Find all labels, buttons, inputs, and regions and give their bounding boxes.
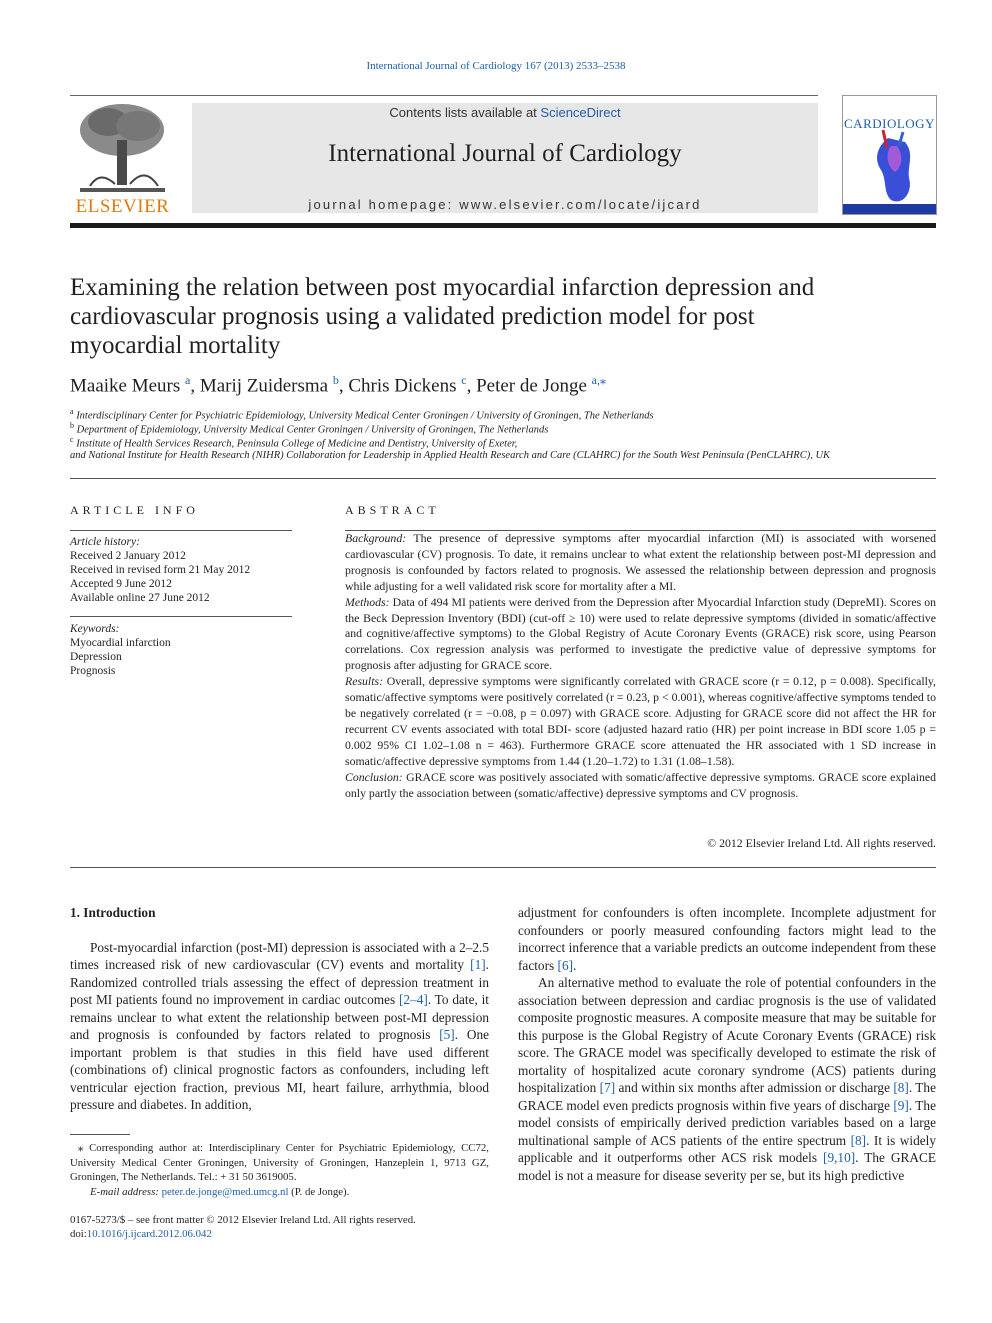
paragraph-text: adjustment for confounders is often incomplete. Incomplete adjustment for confounders or poorly measured confounding factors might lead to the incorrect inference that a variable predicts an outcome independent from these factors xyxy=(518,905,936,973)
paragraph-text: and within six months after admission or discharge xyxy=(615,1080,894,1095)
left-column xyxy=(70,904,489,1114)
article-info-heading: ARTICLE INFO xyxy=(70,503,199,517)
reference-link[interactable]: [9] xyxy=(893,1097,909,1113)
abstract-text: Overall, depressive symptoms were significantly correlated with GRACE score (r = 0.12, p = 0.008). Specifically, somatic/affective symptoms were positively correlated (r = 0.23, p < 0.001), whereas cognitive/affective symptoms tended to be negatively correlated (r = −0.08, p = 0.097) with GRACE score. Adjusting for GRACE score did not affect the HR for recurrent CV events associated with total BDI- score (adjusted hazard ratio (HR) per point increase in BDI score 1.05 p = 0.002 95% CI 1.02–1.08 n = 463). Furthermore GRACE score attenuated the HR associated with 1 SD increase in somatic/affective depressive symptoms from 1.44 (1.20–1.72) to 1.31 (1.08–1.58). xyxy=(345,674,936,768)
journal-citation[interactable]: International Journal of Cardiology 167 (2013) 2533–2538 xyxy=(366,60,626,72)
keyword-item[interactable]: Prognosis xyxy=(70,665,116,677)
author-affil-sup[interactable]: a xyxy=(185,373,191,387)
abstract-background xyxy=(345,531,936,595)
corresponding-footnote xyxy=(70,1141,489,1199)
affiliation-sup: a xyxy=(70,407,74,416)
reference-link[interactable]: [8] xyxy=(850,1132,867,1148)
paragraph-text: . To date, it remains unclear to what extent the relationship between post-MI depression and prognosis is confounded by factors related to prognosis xyxy=(70,992,489,1042)
reference-link[interactable]: [2–4] xyxy=(398,992,428,1007)
paragraph-text: Post-myocardial infarction (post-MI) depression is associated with a 2–2.5 times increased risk of new cardiovascular (CV) events and mortality xyxy=(70,939,489,972)
abstract-text: GRACE score was positively associated with somatic/affective depressive symptoms. GRACE score explained only partly the association between (somatic/affective) depressive symptoms and CV prognosis. xyxy=(345,769,936,800)
author-list: Maaike Meurs $^a$, Marij Zuidersma $^b$, Chris Dickens $^c$, Peter de Jonge $^{a,⁎}$ xyxy=(70,373,606,397)
reference-link[interactable]: [5] xyxy=(439,1027,455,1042)
keyword-item[interactable]: Depression xyxy=(70,651,122,663)
history-label: Article history: xyxy=(70,536,140,548)
affiliation-text: Interdisciplinary Center for Psychiatric Epidemiology, University Medical Center Groningen / University of Groningen, The Netherlands xyxy=(76,410,654,422)
keywords-label: Keywords: xyxy=(70,623,120,635)
author-affil-sup[interactable]: b xyxy=(332,373,339,387)
right-column xyxy=(518,904,936,1184)
sciencedirect-link[interactable]: ScienceDirect xyxy=(540,105,621,120)
reference-link[interactable]: [6] xyxy=(557,957,574,973)
abstract-methods xyxy=(345,595,936,675)
abstract-conclusion xyxy=(345,770,936,802)
abstract-divider xyxy=(70,867,936,868)
article-history xyxy=(70,535,292,605)
doi-prefix: doi: xyxy=(70,1228,87,1240)
paragraph-text: . Randomized controlled trials assessing the effect of depression treatment in post MI patients found no improvement in cardiac outcomes xyxy=(70,957,489,1007)
heart-cover-icon xyxy=(843,96,936,214)
paragraph-text: An alternative method to evaluate the role of potential confounders in the association between depression and cardiac prognosis is the use of validated composite prognostic measures. A composite measure that may be suitable for this purpose is the Global Registry of Acute Coronary Events (GRACE) risk score. The GRACE model was specifically developed to estimate the risk of mortality of hospitalized acute coronary syndrome (ACS) patients during hospitalization xyxy=(518,975,936,1095)
affiliation xyxy=(70,449,936,463)
author-affil-sup[interactable]: c xyxy=(461,373,467,387)
affiliation-text: Department of Epidemiology, University Medical Center Groningen / University of Groningen, The Netherlands xyxy=(76,424,549,436)
paragraph-text: . The model consists of empirically derived prediction variables based on a large multinational sample of ACS patients of the entire spectrum xyxy=(518,1097,936,1148)
elsevier-wordmark: ELSEVIER xyxy=(75,196,170,217)
reference-link[interactable]: [7] xyxy=(599,1080,616,1095)
intro-paragraph xyxy=(70,939,489,1114)
corresponding-author: ⁎ Corresponding author at: Interdisciplinary Center for Psychiatric Epidemiology, CC72, University Medical Center Groningen, University of Groningen, Hanzeplein 1, 9713 GZ, Groningen, The Netherlands. Tel.: + 31 50 3619005. xyxy=(70,1142,489,1183)
tree-icon xyxy=(70,100,175,195)
reference-link[interactable]: [8] xyxy=(893,1080,909,1095)
author-name[interactable]: Marij Zuidersma xyxy=(199,375,329,397)
author-name[interactable]: Maaike Meurs xyxy=(70,375,181,397)
body-paragraph xyxy=(518,974,936,1184)
paragraph-text: . xyxy=(573,957,577,973)
abstract-text: Data of 494 MI patients were derived from the Depression after Myocardial Infarction study (DepreMI). Scores on the Beck Depression Inventory (BDI) (cut-off ≥ 10) were used to relate depressive symptoms (divided in somatic/affective and cognitive/affective symptoms) to the Global Registry of Acute Coronary Events (GRACE) risk score, using Pearson correlations. Cox regression analysis was performed to investigate the predictive value of depressive symptoms for prognosis after adjusting for GRACE score. xyxy=(345,594,936,673)
paragraph-text: . The GRACE model even predicts prognosis within five years of discharge xyxy=(518,1080,936,1113)
author-name[interactable]: Peter de Jonge xyxy=(476,375,587,397)
reference-link[interactable]: [1] xyxy=(470,957,486,972)
cover-title: CARDIOLOGY xyxy=(844,116,935,131)
keywords-rule xyxy=(70,616,292,617)
author-name[interactable]: Chris Dickens xyxy=(348,375,457,397)
history-item: Accepted 9 June 2012 xyxy=(70,578,172,590)
abstract-label: Background: xyxy=(345,531,407,545)
author-affil-sup[interactable]: a,⁎ xyxy=(591,373,606,387)
footnote-rule xyxy=(70,1134,130,1135)
journal-cover[interactable] xyxy=(842,95,937,215)
affiliation-sup: b xyxy=(70,421,74,430)
email-suffix: (P. de Jonge). xyxy=(288,1185,350,1198)
article-title: Examining the relation between post myocardial infarction depression and cardiovascular prognosis using a validated prediction model for post myocardial mortality xyxy=(70,274,815,359)
header-divider xyxy=(70,223,936,228)
issn-line: 0167-5273/$ – see front matter © 2012 Elsevier Ireland Ltd. All rights reserved. xyxy=(70,1214,416,1226)
contents-line xyxy=(192,105,818,120)
abstract-label: Conclusion: xyxy=(345,769,403,784)
journal-homepage[interactable]: journal homepage: www.elsevier.com/locate/ijcard xyxy=(308,197,702,212)
section-title: 1. Introduction xyxy=(70,905,156,920)
affiliation-text: Institute of Health Services Research, Peninsula College of Medicine and Dentistry, University of Exeter, xyxy=(76,438,518,450)
copyright-notice: © 2012 Elsevier Ireland Ltd. All rights reserved. xyxy=(707,836,936,850)
journal-title: International Journal of Cardiology xyxy=(328,140,682,167)
affiliation-divider xyxy=(70,478,936,479)
body-paragraph xyxy=(518,904,936,974)
abstract-results xyxy=(345,674,936,769)
front-matter xyxy=(70,1213,489,1241)
doi-link[interactable]: 10.1016/j.ijcard.2012.06.042 xyxy=(86,1228,212,1240)
paragraph-text: . One important problem is that studies in this field have used different (combinations of) clinical prognostic factors as confounders, including left ventricular ejection fraction, previous MI, heart failure, arrhythmia, blood pressure and diabetes. In addition, xyxy=(70,1027,490,1112)
email-label: E-mail address: xyxy=(90,1185,159,1198)
affiliation-sup: c xyxy=(70,435,74,444)
history-item: Available online 27 June 2012 xyxy=(70,592,210,604)
affiliation-text: and National Institute for Health Research (NIHR) Collaboration for Leadership in Applied Health Research and Care (CLAHRC) for the South West Peninsula (PenCLAHRC), UK xyxy=(70,450,831,461)
header-rule xyxy=(70,95,818,96)
keywords xyxy=(70,622,292,678)
abstract-heading: ABSTRACT xyxy=(345,503,440,517)
paragraph-text: . It is widely applicable and it outperforms other ACS risk models xyxy=(518,1132,936,1165)
contents-prefix: Contents lists available at xyxy=(389,105,541,120)
abstract-label: Results: xyxy=(345,674,384,689)
abstract-label: Methods: xyxy=(345,594,390,609)
abstract-body xyxy=(345,531,936,801)
keyword-item[interactable]: Myocardial infarction xyxy=(70,637,171,649)
history-item: Received 2 January 2012 xyxy=(70,550,186,562)
email-link[interactable]: peter.de.jonge@med.umcg.nl xyxy=(161,1185,289,1198)
abstract-text: The presence of depressive symptoms after myocardial infarction (MI) is associated with worsened cardiovascular (CV) prognosis. To date, it remains unclear to what extent the relationship between post-MI depression and prognosis is confounded by factors related to prognosis. We assessed the relationship between depression and prognosis while adjusting for a well validated risk score for mortality after a MI. xyxy=(345,531,936,593)
article-info-rule xyxy=(70,530,292,531)
reference-link[interactable]: [9,10] xyxy=(823,1150,856,1165)
paragraph-text: . The GRACE model is not a measure for disease severity per se, but its high predictive xyxy=(518,1150,936,1183)
history-item: Received in revised form 21 May 2012 xyxy=(70,564,251,576)
